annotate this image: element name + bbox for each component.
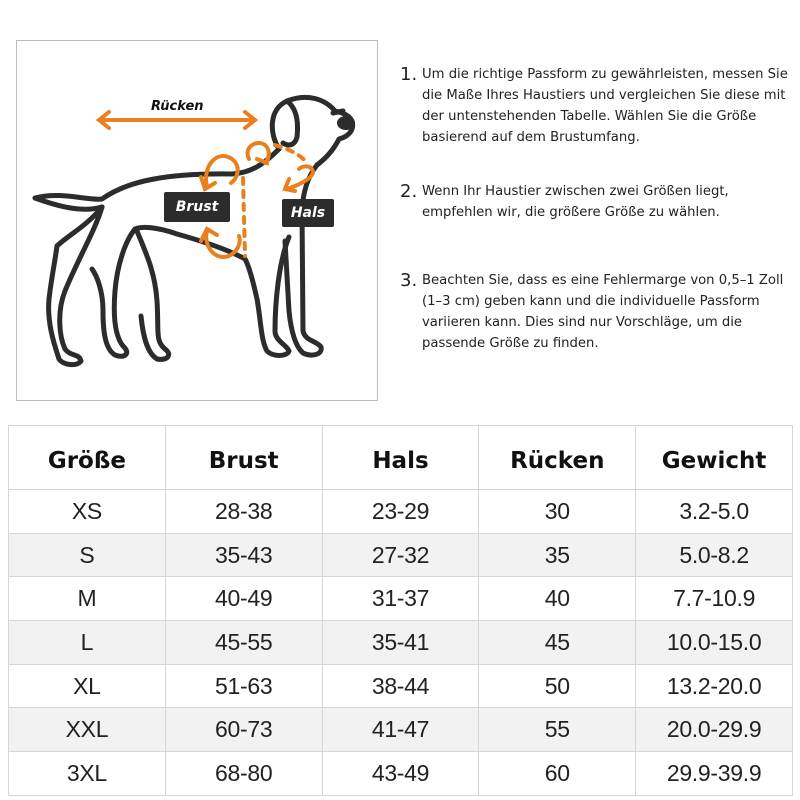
cell-back: 40 [479, 577, 636, 621]
header-chest: Brust [165, 426, 322, 490]
cell-neck: 38-44 [322, 664, 479, 708]
back-length-label: Rücken [151, 99, 204, 114]
cell-chest: 60-73 [165, 708, 322, 752]
cell-neck: 23-29 [322, 490, 479, 534]
table-row [9, 708, 793, 752]
neck-label-tag [282, 199, 334, 227]
cell-back: 50 [479, 664, 636, 708]
cell-size: XXL [9, 708, 166, 752]
step-number: 3. [400, 270, 418, 291]
cell-size: S [9, 533, 166, 577]
size-chart-table [8, 425, 793, 796]
cell-neck: 27-32 [322, 533, 479, 577]
chest-label-tag [164, 192, 230, 222]
cell-chest: 40-49 [165, 577, 322, 621]
cell-size: L [9, 621, 166, 665]
header-neck: Hals [322, 426, 479, 490]
step-text: Beachten Sie, dass es eine Fehlermarge von 0,5–1 Zoll (1–3 cm) geben kann und die individuelle Passform variieren kann. Dies sind nur Vorschläge, um die passende Größe zu finden. [422, 273, 784, 351]
instruction-step [400, 181, 795, 223]
table-row [9, 664, 793, 708]
header-weight: Gewicht [636, 426, 793, 490]
table-row [9, 577, 793, 621]
instruction-step [400, 64, 795, 148]
cell-chest: 28-38 [165, 490, 322, 534]
cell-neck: 43-49 [322, 752, 479, 796]
instruction-step [400, 270, 795, 354]
cell-size: 3XL [9, 752, 166, 796]
cell-weight: 20.0-29.9 [636, 708, 793, 752]
cell-weight: 7.7-10.9 [636, 577, 793, 621]
cell-weight: 5.0-8.2 [636, 533, 793, 577]
cell-weight: 3.2-5.0 [636, 490, 793, 534]
header-back: Rücken [479, 426, 636, 490]
header-size: Größe [9, 426, 166, 490]
table-row [9, 533, 793, 577]
chest-label: Brust [175, 199, 219, 215]
step-text: Um die richtige Passform zu gewährleisten, messen Sie die Maße Ihres Haustiers und vergleichen Sie diese mit der untenstehenden Tabelle. Wählen Sie die Größe basierend auf dem Brustumfang. [422, 67, 788, 145]
cell-weight: 10.0-15.0 [636, 621, 793, 665]
cell-back: 60 [479, 752, 636, 796]
table-header-row [9, 426, 793, 490]
cell-size: M [9, 577, 166, 621]
cell-neck: 41-47 [322, 708, 479, 752]
table-row [9, 490, 793, 534]
step-text: Wenn Ihr Haustier zwischen zwei Größen liegt, empfehlen wir, die größere Größe zu wählen. [422, 184, 729, 220]
step-number: 2. [400, 181, 418, 202]
cell-back: 45 [479, 621, 636, 665]
cell-back: 30 [479, 490, 636, 534]
cell-weight: 29.9-39.9 [636, 752, 793, 796]
dog-measurement-diagram [16, 40, 378, 401]
cell-chest: 68-80 [165, 752, 322, 796]
cell-chest: 45-55 [165, 621, 322, 665]
cell-neck: 31-37 [322, 577, 479, 621]
cell-chest: 51-63 [165, 664, 322, 708]
neck-label: Hals [290, 205, 326, 221]
cell-weight: 13.2-20.0 [636, 664, 793, 708]
cell-neck: 35-41 [322, 621, 479, 665]
cell-size: XS [9, 490, 166, 534]
table-row [9, 752, 793, 796]
cell-back: 55 [479, 708, 636, 752]
table-row [9, 621, 793, 665]
step-number: 1. [400, 64, 418, 85]
cell-chest: 35-43 [165, 533, 322, 577]
cell-size: XL [9, 664, 166, 708]
cell-back: 35 [479, 533, 636, 577]
